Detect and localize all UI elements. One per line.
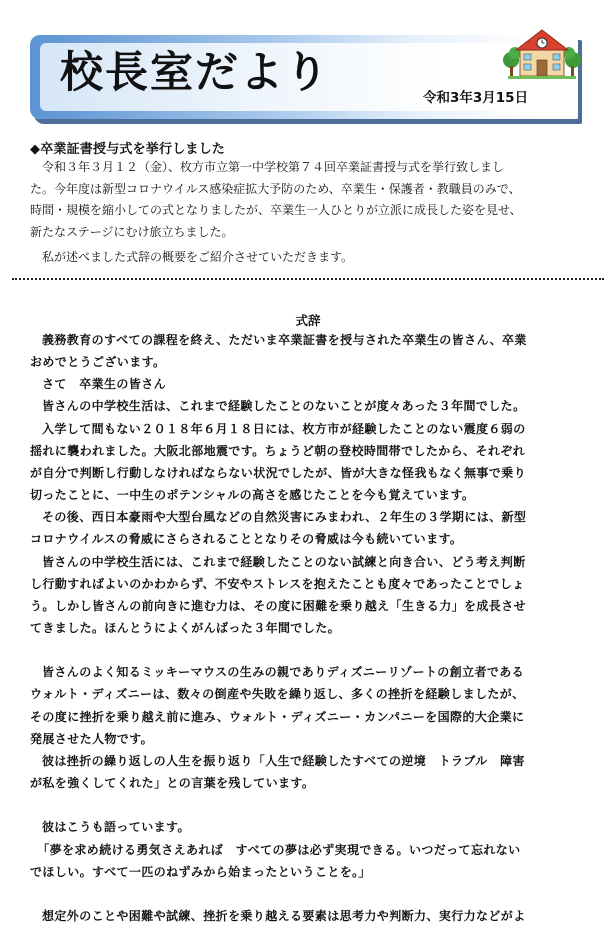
speech-line: ウォルト・ディズニーは、数々の倒産や失敗を繰り返し、多くの挫折を経験しましたが、 — [30, 687, 525, 702]
speech-line: 彼は挫折の繰り返しの人生を振り返り「人生で経験したすべての逆境 トラブル 障害 — [42, 753, 525, 768]
speech-line: おめでとうございます。 — [30, 355, 166, 370]
speech-line: 入学して間もない２０１８年６月１８日には、枚方市が経験したことのない震度６弱の — [42, 421, 526, 436]
intro-line: 私が述べました式辞の概要をご紹介させていただきます。 — [42, 250, 354, 264]
speech-line: う。しかし皆さんの前向きに進む力は、その度に困難を乗り越え「生きる力」を成長させ — [30, 598, 527, 613]
speech-line: 切ったことに、一中生のポテンシャルの高さを感じたことを今も覚えています。 — [30, 488, 475, 503]
section-heading: ◆卒業証書授与式を挙行しました — [30, 142, 225, 157]
speech-line: 皆さんの中学校生活は、これまで経験したことのないことが度々あった３年間でした。 — [42, 399, 526, 414]
speech-line — [30, 639, 590, 661]
speech-line — [30, 883, 590, 905]
speech-line — [30, 794, 590, 816]
intro-line: 時間・規模を縮小しての式となりましたが、卒業生一人ひとりが立派に成長した姿を見せ、 — [30, 203, 522, 217]
speech-line: 彼はこうも語っています。 — [42, 820, 190, 835]
speech-title: 式辞 — [295, 313, 321, 328]
speech-line: コロナウイルスの脅威にさらされることとなりその脅威は今も続いています。 — [30, 532, 463, 547]
speech-line: 「夢を求め続ける勇気さえあれば すべての夢は必ず実現できる。いつだって忘れない — [37, 842, 521, 857]
speech-body — [30, 329, 590, 927]
speech-line: でほしい。すべて一匹のねずみから始まったということを。」 — [30, 864, 371, 879]
dotted-divider — [12, 278, 604, 280]
speech-line: が私を強くしてくれた」との言葉を残しています。 — [30, 776, 315, 791]
speech-line: その後、西日本豪雨や大型台風などの自然災害にみまわれ、２年生の３学期には、新型 — [42, 510, 527, 525]
speech-line: 皆さんの中学校生活には、これまで経験したことのない試練と向き合い、どう考え判断 — [42, 554, 526, 569]
newsletter-title: 校長室だより — [60, 48, 330, 98]
speech-line: 想定外のことや困難や試練、挫折を乗り越える要素は思考力や判断力、実行力などがよ — [42, 909, 526, 924]
speech-line: その度に挫折を乗り越え前に進み、ウォルト・ディズニー・カンパニーを国際的大企業に — [30, 709, 525, 724]
speech-line: てきました。ほんとうによくがんばった３年間でした。 — [30, 621, 341, 636]
speech-line: し行動すればよいのかわからず、不安やストレスを抱えたことも度々であったことでしょ — [30, 576, 525, 591]
speech-line: が自分で判断し行動しなければならない状況でしたが、皆が大きな怪我もなく無事で乗り — [30, 465, 527, 480]
speech-line: 揺れに襲われました。大阪北部地震です。ちょうど朝の登校時間帯でしたから、それぞれ — [30, 443, 526, 458]
speech-line: 義務教育のすべての課程を終え、ただいま卒業証書を授与された卒業生の皆さん、卒業 — [42, 333, 527, 347]
school-building-icon — [502, 26, 582, 82]
intro-line: 新たなステージにむけ旅立ちました。 — [30, 224, 234, 239]
speech-line: 発展させた人物です。 — [30, 731, 154, 746]
intro-line: 令和３年３月１２（金）、枚方市立第一中学校第７４回卒業証書授与式を挙行致しまし — [42, 160, 505, 174]
speech-line: さて 卒業生の皆さん — [42, 377, 167, 392]
intro-paragraph — [30, 157, 590, 269]
intro-line: た。今年度は新型コロナウイルス感染症拡大予防のため、卒業生・保護者・教職員のみで、 — [30, 181, 521, 196]
issue-date: 令和3年3月15日 — [423, 90, 529, 106]
speech-line: 皆さんのよく知るミッキーマウスの生みの親でありディズニーリゾートの創立者である — [42, 665, 525, 680]
